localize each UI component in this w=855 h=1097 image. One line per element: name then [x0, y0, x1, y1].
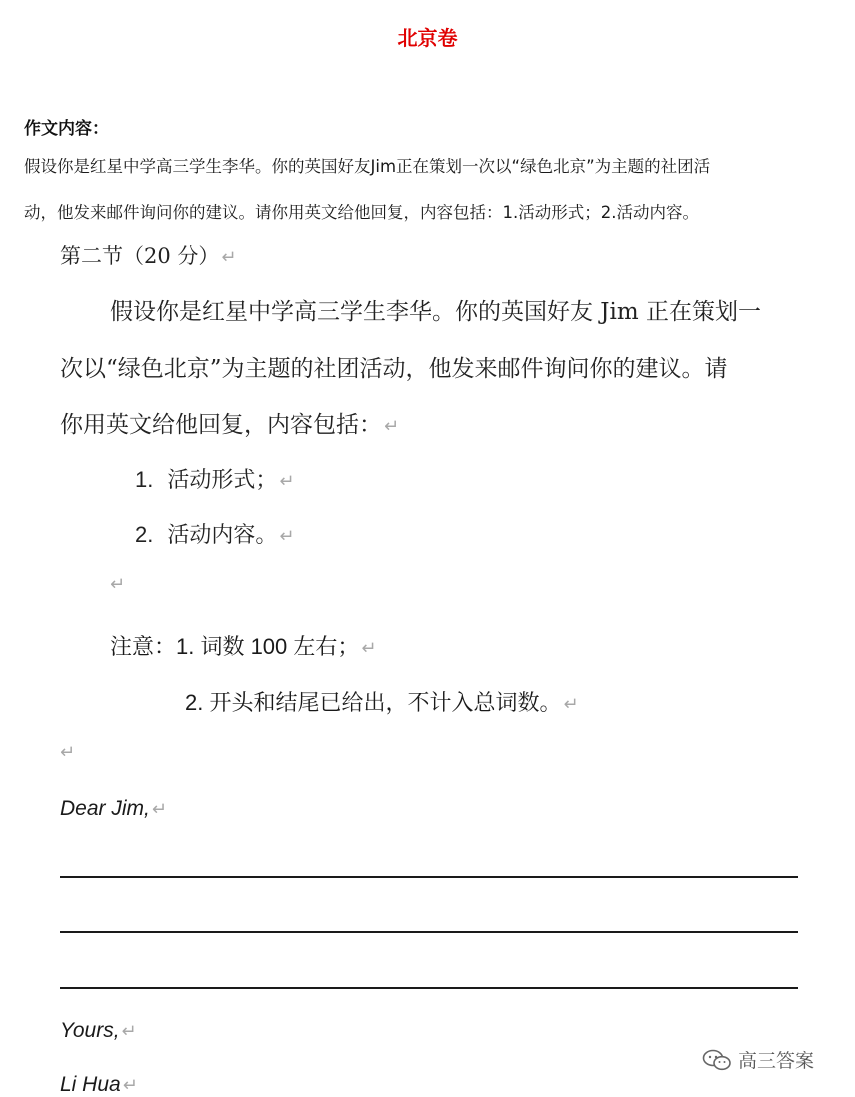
return-mark-icon: ↵ — [122, 1075, 138, 1096]
note-line-2-text: 2. 开头和结尾已给出，不计入总词数。 — [185, 690, 562, 715]
return-mark-icon: ↵ — [563, 694, 579, 715]
list-item — [135, 518, 294, 549]
task-line-2: 次以“绿色北京”为主题的社团活动，他发来邮件询问你的建议。请 — [60, 356, 728, 382]
letter-closing-text: Yours, — [60, 1019, 120, 1042]
note-line-2 — [185, 686, 579, 717]
letter-closing — [60, 1019, 137, 1043]
list-item-number: 2. — [135, 522, 154, 547]
return-mark-icon: ↵ — [121, 1021, 137, 1042]
list-item — [135, 463, 294, 494]
return-mark-icon: ↵ — [221, 247, 237, 268]
answer-line — [60, 876, 798, 878]
answer-line — [60, 987, 798, 989]
return-mark-icon: ↵ — [110, 574, 126, 595]
task-line-1: 假设你是红星中学高三学生李华。你的英国好友 Jim 正在策划一 — [110, 299, 762, 325]
return-mark-icon: ↵ — [60, 742, 76, 763]
note-line-1 — [110, 630, 377, 661]
empty-paragraph — [108, 574, 125, 595]
wechat-icon — [702, 1048, 732, 1072]
task-line-3 — [60, 406, 399, 439]
return-mark-icon: ↵ — [151, 799, 167, 820]
prompt-line-1: 假设你是红星中学高三学生李华。你的英国好友Jim正在策划一次以“绿色北京”为主题的社团活 — [24, 157, 711, 176]
prompt-line-2: 动，他发来邮件询问你的建议。请你用英文给他回复，内容包括：1.活动形式；2.活动内容。 — [24, 203, 699, 222]
note-line-1-text: 注意：1. 词数 100 左右； — [110, 634, 360, 659]
list-item-number: 1. — [135, 467, 154, 492]
letter-greeting-text: Dear Jim, — [60, 797, 150, 820]
return-mark-icon: ↵ — [384, 416, 400, 437]
watermark — [702, 1046, 814, 1073]
task-line-3-text: 你用英文给他回复，内容包括： — [60, 412, 382, 438]
letter-greeting — [60, 797, 167, 821]
letter-signature-text: Li Hua — [60, 1073, 121, 1096]
list-item-text: 活动形式； — [167, 468, 278, 493]
answer-line — [60, 931, 798, 933]
return-mark-icon: ↵ — [279, 471, 295, 492]
empty-paragraph — [58, 742, 75, 763]
section-heading-text: 第二节（20 分） — [60, 244, 220, 268]
return-mark-icon: ↵ — [361, 638, 377, 659]
content-label: 作文内容： — [24, 119, 109, 139]
letter-signature — [60, 1073, 138, 1097]
return-mark-icon: ↵ — [279, 526, 295, 547]
section-heading — [60, 240, 237, 270]
watermark-text: 高三答案 — [738, 1050, 815, 1072]
list-item-text: 活动内容。 — [167, 523, 278, 548]
page-title: 北京卷 — [397, 26, 458, 50]
